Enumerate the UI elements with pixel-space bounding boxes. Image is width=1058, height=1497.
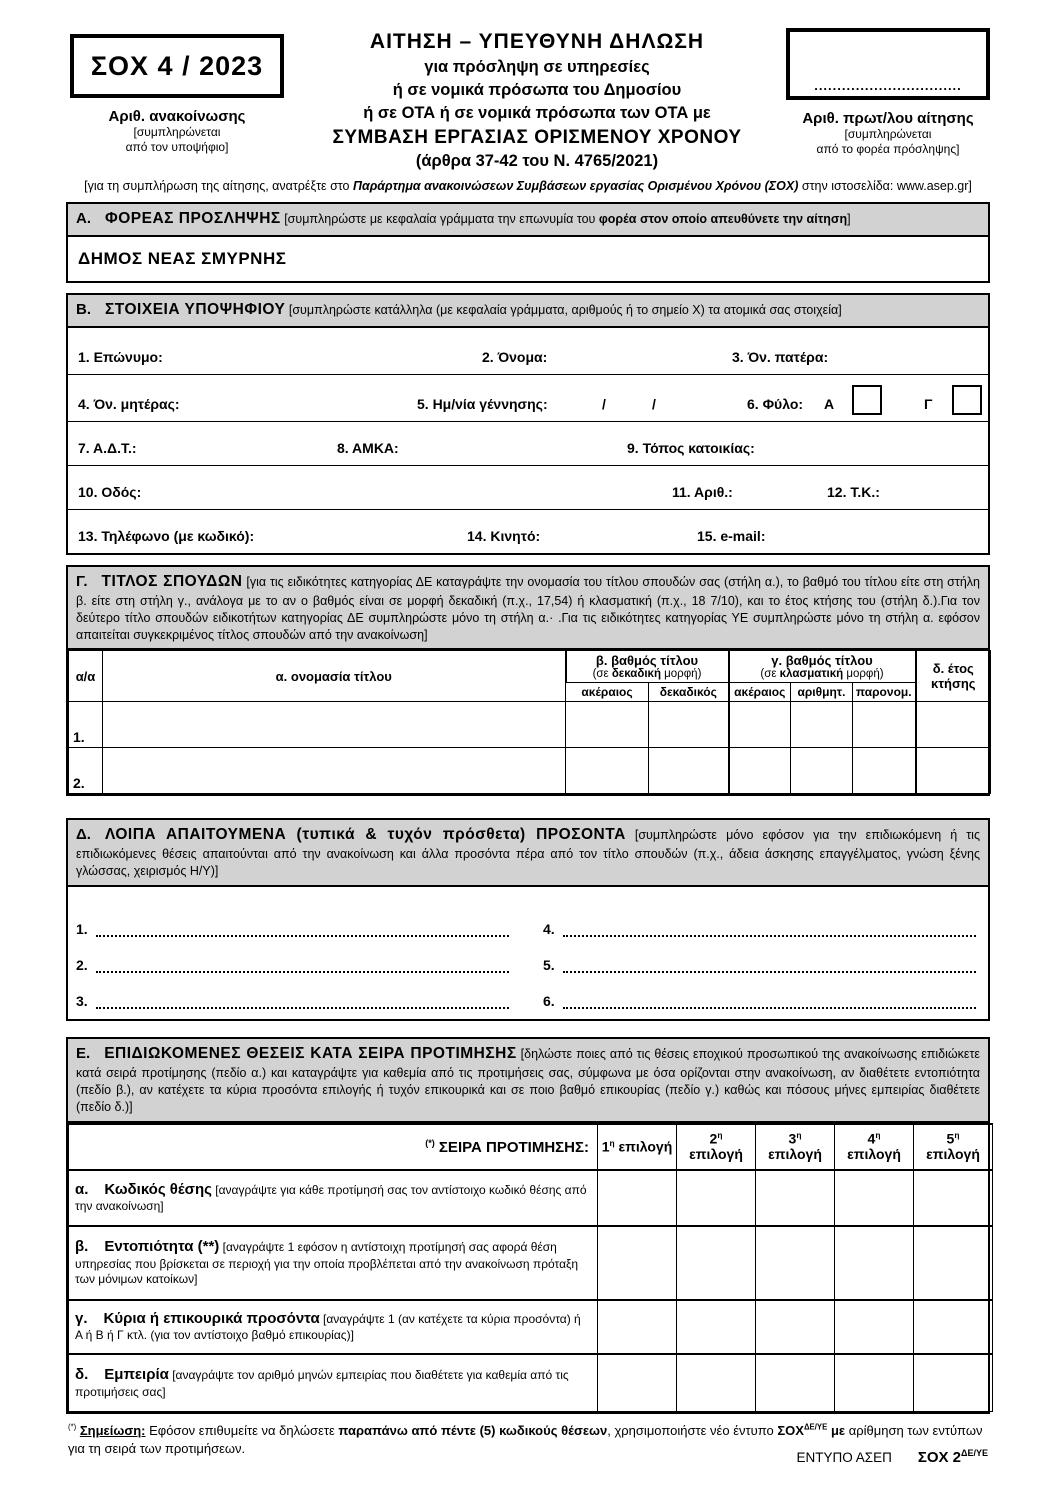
education-row-2-year-cell[interactable] [916, 748, 991, 794]
other-qualifications-list [68, 887, 988, 1019]
instruction-appendix-reference: Παράρτημα ανακοινώσεων Συμβάσεων εργασίας Ορισμένου Χρόνου (ΣΟΧ) [352, 179, 799, 193]
section-c-header [68, 567, 988, 651]
locality-choice-2-cell[interactable] [677, 1226, 756, 1300]
hiring-agency-field[interactable] [68, 237, 988, 281]
preference-order-corner-label: (*) ΣΕΙΡΑ ΠΡΟΤΙΜΗΣΗΣ: [69, 1124, 598, 1170]
position-code-choice-5-cell[interactable] [914, 1170, 993, 1226]
education-titles-table [68, 650, 991, 794]
footnote-form-code-sup: ΔΕ/ΥΕ [803, 1422, 828, 1432]
education-row-1-index: 1. [69, 702, 103, 748]
preference-col-4-header: $4^\eta$ επιλογή [835, 1124, 914, 1170]
locality-choice-4-cell[interactable] [835, 1226, 914, 1300]
section-b-letter: Β. [76, 300, 91, 318]
qualification-item-3-number: 3. [76, 993, 88, 1010]
education-row-1-denominator-cell[interactable] [853, 702, 916, 748]
footnote-label: Σημείωση: [79, 1423, 146, 1439]
form-title: ΑΙΤΗΣΗ – ΥΠΕΥΘΥΝΗ ΔΗΛΩΣΗ [369, 30, 705, 53]
qualification-item-6-number: 6. [543, 993, 555, 1010]
section-e-title: ΕΠΙΔΙΩΚΟΜΕΝΕΣ ΘΕΣΕΙΣ ΚΑΤΑ ΣΕΙΡΑ ΠΡΟΤΙΜΗΣΗΣ [104, 1045, 517, 1063]
id-card-label: 7. Α.Δ.Τ.: [78, 439, 137, 456]
experience-choice-5-cell[interactable] [914, 1354, 993, 1412]
surname-label: 1. Επώνυμο: [78, 348, 163, 365]
footnote-form-code: ΣΟΧ [777, 1423, 804, 1439]
col-group-fraction-grade: γ. βαθμός τίτλου (σε κλασματική μορφή) [729, 651, 916, 683]
education-row-1-title-cell[interactable] [103, 702, 566, 748]
position-code-choice-2-cell[interactable] [677, 1170, 756, 1226]
qualification-item-2[interactable] [76, 937, 509, 973]
announcement-number-note-1: [συμπληρώνεται [133, 125, 221, 139]
section-d-other-qualifications [66, 818, 990, 1021]
father-name-label: 3. Όν. πατέρα: [732, 348, 829, 365]
section-e-letter: Ε. [76, 1045, 91, 1063]
birthdate-slash-2: / [652, 395, 656, 412]
section-a-note: [συμπληρώστε με κεφαλαία γράμματα την επωνυμία του φορέα στον οποίο απευθύνετε την αίτηση] [284, 212, 851, 226]
education-row-2-denominator-cell[interactable] [853, 748, 916, 794]
section-d-note: [συμπληρώστε μόνο εφόσον για την επιδιωκόμενη ή τις επιδιωκόμενες θέσεις απαιτούνται από την ανακοίνωση και άλλα προσόντα πέρα από τον τίτλο σπουδών (π.χ., άδεια άσκησης επαγγέλματος, γνώση ξένης γλώσσας, χειρισμός Η/Υ)] [76, 828, 980, 879]
col-header-denominator: παρονομ. [853, 683, 916, 702]
form-code-box [70, 34, 284, 98]
section-e-header [68, 1039, 988, 1123]
col-header-index: α/α [69, 651, 103, 702]
section-c-title: ΤΙΤΛΟΣ ΣΠΟΥΔΩΝ [101, 572, 243, 590]
row-experience-label: δ. Εμπειρία [αναγράψτε τον αριθμό μηνών εμπειρίας που διαθέτετε για καθεμία από τις προτιμήσεις σας] [69, 1354, 598, 1412]
qualification-item-5-line[interactable] [563, 955, 976, 973]
col-header-decimal-integer: ακέραιος [566, 683, 649, 702]
gender-female-checkbox[interactable] [952, 385, 982, 415]
form-code: ΣΟΧ 4 / 2023 [90, 50, 264, 81]
education-row-1-numerator-cell[interactable] [791, 702, 853, 748]
preference-col-3-header: $3^\eta$ επιλογή [756, 1124, 835, 1170]
section-d-letter: Δ. [76, 826, 91, 844]
footnote-text-end: αρίθμηση των εντύπων για τη σειρά των προτιμήσεων. [68, 1423, 983, 1456]
education-row-1-frac-int-cell[interactable] [729, 702, 791, 748]
candidate-row-1[interactable] [68, 328, 988, 375]
experience-choice-4-cell[interactable] [835, 1354, 914, 1412]
experience-choice-3-cell[interactable] [756, 1354, 835, 1412]
section-e-note: [δηλώστε ποιες από τις θέσεις εποχικού προσωπικού της ανακοίνωσης επιδιώκετε κατά σειρά προτίμησης (πεδίο α.) και καταγράψτε για καθεμία από τις προτιμήσεις σας, σύμφωνα με όσα ορίζονται στην ανακοίνωση, αν διαθέτετε εντοπιότητα (πεδίο β.), αν κατέχετε τα κύρια προσόντα επιλογής ή τυχόν επικουρικά και σε ποιο βαθμό επικουρίας (πεδίο γ.) καθώς και πόσους μήνες εμπειρίας διαθέτετε (πεδίο δ.)] [76, 1047, 980, 1114]
form-footer-id [796, 1448, 988, 1466]
section-c-education-title [66, 565, 990, 797]
qualification-level-choice-3-cell[interactable] [756, 1300, 835, 1354]
education-row-2-dec-int-cell[interactable] [566, 748, 649, 794]
qualification-level-choice-2-cell[interactable] [677, 1300, 756, 1354]
postal-code-label: 12. Τ.Κ.: [827, 483, 880, 500]
email-label: 15. e-mail: [697, 527, 766, 544]
qualification-item-4-number: 4. [543, 921, 555, 938]
candidate-row-4[interactable] [68, 466, 988, 510]
position-code-choice-4-cell[interactable] [835, 1170, 914, 1226]
qualification-item-5[interactable] [543, 937, 976, 973]
hiring-agency-value: ΔΗΜΟΣ ΝΕΑΣ ΣΜΥΡΝΗΣ [78, 248, 287, 268]
position-code-choice-3-cell[interactable] [756, 1170, 835, 1226]
qualification-item-1[interactable] [76, 901, 509, 937]
announcement-number-block [66, 26, 288, 155]
qualification-level-choice-4-cell[interactable] [835, 1300, 914, 1354]
section-a-letter: Α. [76, 210, 91, 227]
instruction-post: στην ιστοσελίδα: www.asep.gr] [798, 179, 972, 193]
col-header-fraction-integer: ακέραιος [729, 683, 791, 702]
form-subtitle-5: (άρθρα 37-42 του Ν. 4765/2021) [415, 152, 659, 170]
residence-label: 9. Τόπος κατοικίας: [627, 439, 755, 456]
position-code-choice-1-cell[interactable] [598, 1170, 677, 1226]
qualification-item-1-number: 1. [76, 921, 88, 938]
birthdate-label: 5. Ημ/νία γέννησης: [417, 395, 548, 412]
preference-order-table [68, 1123, 993, 1413]
form-header [66, 26, 990, 171]
section-d-header [68, 820, 988, 887]
form-subtitle-3: ή σε ΟΤΑ ή σε νομικά πρόσωπα των ΟΤΑ με [363, 104, 711, 122]
form-title-block [288, 26, 786, 171]
preference-col-5-header: $5^\eta$ επιλογή [914, 1124, 993, 1170]
education-row-2-title-cell[interactable] [103, 748, 566, 794]
mobile-label: 14. Κινητό: [467, 527, 541, 544]
qualification-item-5-number: 5. [543, 957, 555, 974]
section-c-note: [για τις ειδικότητες κατηγορίας ΔΕ καταγράψτε την ονομασία του τίτλου σπουδών σας (στήλη α.), το βαθμό του τίτλου είτε στη στήλη β. είτε στη στήλη γ., ανάλογα με το αν ο βαθμός είναι σε μορφή δεκαδική (π.χ., 17,54) ή κλασματική (π.χ., 18 7/10), και το έτος κτήσης του (στήλη δ.).Για τον δεύτερο τίτλο σπουδών ειδικοτήτων κατηγορίας ΔΕ συμπληρώστε μόνο τη στήλη α.· .Για τις ειδικότητες κατηγορίας ΥΕ συμπληρώστε μόνο τη στήλη α. εφόσον απαιτείται συγκεκριμένος τίτλος σπουδών από την ανακοίνωση] [76, 574, 980, 642]
education-row-2-index: 2. [69, 748, 103, 794]
qualification-item-4-line[interactable] [563, 919, 976, 937]
footnote-asterisk: (*) [68, 1422, 77, 1432]
section-b-note: [συμπληρώστε κατάλληλα (με κεφαλαία γράμματα, αριθμούς ή το σημείο Χ) τα ατομικά σας στοιχεία] [288, 302, 842, 317]
form-subtitle-2: ή σε νομικά πρόσωπα του Δημοσίου [392, 81, 682, 99]
protocol-number-box[interactable] [786, 28, 990, 100]
protocol-dotted-line[interactable]: ................................ [814, 78, 962, 93]
col-header-decimal-fraction: δεκαδικός [649, 683, 729, 702]
col-header-numerator: αριθμητ. [791, 683, 853, 702]
candidate-row-3[interactable] [68, 422, 988, 466]
experience-choice-1-cell[interactable] [598, 1354, 677, 1412]
gender-male-checkbox[interactable] [852, 385, 882, 415]
section-a-hiring-agency [66, 202, 990, 283]
experience-choice-2-cell[interactable] [677, 1354, 756, 1412]
protocol-number-label: Αριθ. πρωτ/λου αίτησης [802, 110, 974, 127]
locality-choice-1-cell[interactable] [598, 1226, 677, 1300]
phone-label: 13. Τηλέφωνο (με κωδικό): [78, 527, 255, 544]
education-row-1-dec-int-cell[interactable] [566, 702, 649, 748]
section-a-title: ΦΟΡΕΑΣ ΠΡΟΣΛΗΨΗΣ [105, 210, 281, 227]
qualification-item-6[interactable] [543, 973, 976, 1009]
col-header-acquisition-year: δ. έτος κτήσης [916, 651, 991, 702]
education-row-1-year-cell[interactable] [916, 702, 991, 748]
firstname-label: 2. Όνομα: [482, 348, 548, 365]
education-row-2-frac-int-cell[interactable] [729, 748, 791, 794]
candidate-row-5[interactable] [68, 510, 988, 553]
protocol-number-note-1: [συμπληρώνεται [844, 127, 932, 141]
announcement-number-label: Αριθ. ανακοίνωσης [108, 108, 246, 125]
form-subtitle-4: ΣΥΜΒΑΣΗ ΕΡΓΑΣΙΑΣ ΟΡΙΣΜΕΝΟΥ ΧΡΟΝΟΥ [332, 127, 742, 148]
instruction-pre: [για τη συμπλήρωση της αίτησης, ανατρέξτε στο [84, 179, 353, 193]
section-b-title: ΣΤΟΙΧΕΙΑ ΥΠΟΨΗΦΙΟΥ [105, 300, 286, 318]
locality-choice-3-cell[interactable] [756, 1226, 835, 1300]
row-main-or-auxiliary-label: γ. Κύρια ή επικουρικά προσόντα [αναγράψτε 1 (αν κατέχετε τα κύρια προσόντα) ή Α ή Β ή Γ κτλ. (για τον αντίστοιχο βαθμό επικουρίας)] [69, 1300, 598, 1354]
asep-form-label: ΕΝΤΥΠΟ ΑΣΕΠ [796, 1450, 892, 1465]
section-e-preferred-positions [66, 1037, 990, 1414]
protocol-number-note-2: από το φορέα πρόσληψης] [816, 142, 960, 156]
protocol-number-block [786, 26, 990, 157]
form-type-code: ΣΟΧ $2^{\Delta E/\Upsilon E}$ [917, 1448, 988, 1466]
row-position-code-label: α. Κωδικός θέσης [αναγράψτε για κάθε προτίμησή σας τον αντίστοιχο κωδικό θέσης από την ανακοίνωση] [69, 1170, 598, 1226]
candidate-row-2[interactable] [68, 375, 988, 422]
qualification-item-2-line[interactable] [96, 955, 509, 973]
qualification-level-choice-5-cell[interactable] [914, 1300, 993, 1354]
gender-female-label: Γ [924, 395, 933, 412]
footnote-text-mid: , χρησιμοποιήστε νέο έντυπο [607, 1423, 778, 1439]
filling-instruction [66, 179, 990, 193]
education-row-1-dec-frac-cell[interactable] [649, 702, 729, 748]
street-label: 10. Οδός: [78, 483, 142, 500]
education-row-2-dec-frac-cell[interactable] [649, 748, 729, 794]
footnote-text-pre: Εφόσον επιθυμείτε να δηλώσετε [145, 1423, 339, 1439]
qualification-item-2-number: 2. [76, 957, 88, 974]
mother-name-label: 4. Όν. μητέρας: [78, 395, 180, 412]
qualification-item-6-line[interactable] [563, 991, 976, 1009]
qualification-item-1-line[interactable] [96, 919, 509, 937]
street-number-label: 11. Αριθ.: [672, 483, 733, 500]
gender-male-label: Α [824, 395, 835, 412]
section-d-title: ΛΟΙΠΑ ΑΠΑΙΤΟΥΜΕΝΑ (τυπικά & τυχόν πρόσθετα) ΠΡΟΣΟΝΤΑ [104, 826, 626, 844]
gender-label: 6. Φύλο: [747, 395, 804, 412]
birthdate-slash-1: / [602, 395, 606, 412]
row-locality-label: β. Εντοπιότητα (**) [αναγράψτε 1 εφόσον η αντίστοιχη προτίμησή σας αφορά θέση υπηρεσίας που βρίσκεται σε περιοχή για την οποία προβλέπεται από την ανακοίνωση πρόταξη των μόνιμων κατοίκων] [69, 1226, 598, 1300]
announcement-number-note-2: από τον υποψήφιο] [125, 140, 229, 154]
amka-label: 8. ΑΜΚΑ: [337, 439, 399, 456]
locality-choice-5-cell[interactable] [914, 1226, 993, 1300]
section-b-header [68, 295, 988, 328]
col-group-decimal-grade: β. βαθμός τίτλου (σε δεκαδική μορφή) [566, 651, 729, 683]
form-subtitle-1: για πρόσληψη σε υπηρεσίες [424, 58, 650, 76]
preference-col-1-header: $1^\eta$ επιλογή [598, 1124, 677, 1170]
section-a-header [68, 204, 988, 237]
footnote-bold-codes: παραπάνω από πέντε (5) κωδικούς θέσεων [338, 1423, 608, 1439]
education-row-2-numerator-cell[interactable] [791, 748, 853, 794]
qualification-item-3-line[interactable] [96, 991, 509, 1009]
qualification-item-3[interactable] [76, 973, 509, 1009]
preference-col-2-header: $2^\eta$ επιλογή [677, 1124, 756, 1170]
footnote-bold-me: με [827, 1423, 846, 1439]
section-b-candidate-details [66, 293, 990, 555]
section-c-letter: Γ. [76, 572, 88, 590]
qualification-item-4[interactable] [543, 901, 976, 937]
col-header-title-name: α. ονομασία τίτλου [103, 651, 566, 702]
qualification-level-choice-1-cell[interactable] [598, 1300, 677, 1354]
